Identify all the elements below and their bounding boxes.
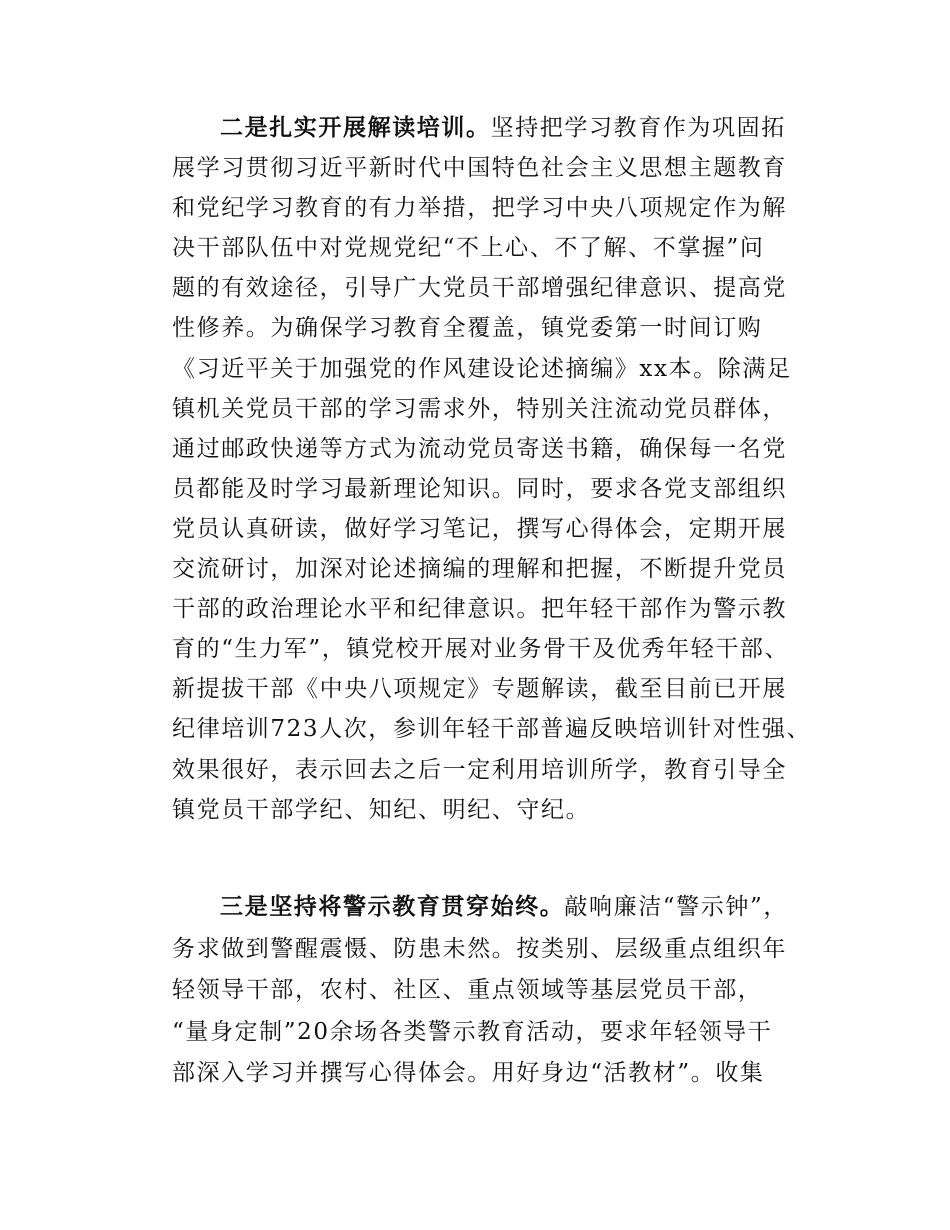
paragraph-first-line (172, 887, 812, 929)
text-line: 镇党员干部学纪、知纪、明纪、守纪。 (172, 796, 591, 823)
text-line: 决干部队伍中对党规党纪“不上心、不了解、不掌握”问 (172, 235, 765, 262)
paragraph-first-line (172, 108, 812, 148)
paragraph-text: 坚持把学习教育作为巩固拓 (490, 115, 786, 141)
text-line: 题的有效途径，引导广大党员干部增强纪律意识、提高党 (172, 275, 787, 302)
text-line: 和党纪学习教育的有力举措，把学习中央八项规定作为解 (172, 195, 787, 222)
text-line: 轻领导干部，农村、社区、重点领域等基层党员干部， (172, 977, 763, 1003)
text-line: 干部的政治理论水平和纪律意识。把年轻干部作为警示教 (172, 596, 787, 623)
text-line: 交流研讨，加深对论述摘编的理解和把握，不断提升党员 (172, 556, 787, 583)
text-line: 展学习贯彻习近平新时代中国特色社会主义思想主题教育 (172, 155, 787, 182)
paragraph-text: 敲响廉洁“警示钟”， (564, 894, 788, 920)
paragraph-warning-education (172, 887, 812, 1095)
text-line: 党员认真研读，做好学习笔记，撰写心得体会，定期开展 (172, 515, 787, 542)
text-line: “量身定制”20余场各类警示教育活动，要求年轻领导干 (172, 1018, 773, 1045)
paragraph-lead-heading: 三是坚持将警示教育贯穿始终。 (220, 894, 565, 920)
text-line: 部深入学习并撰写心得体会。用好身边“活教材”。收集 (172, 1060, 765, 1086)
paragraph-lead-heading: 二是扎实开展解读培训。 (220, 115, 491, 141)
text-line: 性修养。为确保学习教育全覆盖，镇党委第一时间订购 (172, 315, 763, 342)
text-line: 效果很好，表示回去之后一定利用培训所学，教育引导全 (172, 756, 787, 783)
text-line: 育的“生力军”，镇党校开展对业务骨干及优秀年轻干部、 (172, 636, 790, 663)
paragraph-training (172, 108, 812, 830)
text-line: 员都能及时学习最新理论知识。同时，要求各党支部组织 (172, 475, 787, 502)
text-line: 务求做到警醒震慑、防患未然。按类别、层级重点组织年 (172, 935, 787, 962)
text-line: 镇机关党员干部的学习需求外，特别关注流动党员群体， (172, 395, 787, 422)
text-line: 《习近平关于加强党的作风建设论述摘编》xx本。除满足 (172, 355, 792, 382)
text-line: 新提拔干部《中央八项规定》专题解读，截至目前已开展 (172, 676, 787, 703)
text-line: 纪律培训723人次，参训年轻干部普遍反映培训针对性强、 (172, 716, 812, 743)
text-line: 通过邮政快递等方式为流动党员寄送书籍，确保每一名党 (172, 435, 787, 462)
